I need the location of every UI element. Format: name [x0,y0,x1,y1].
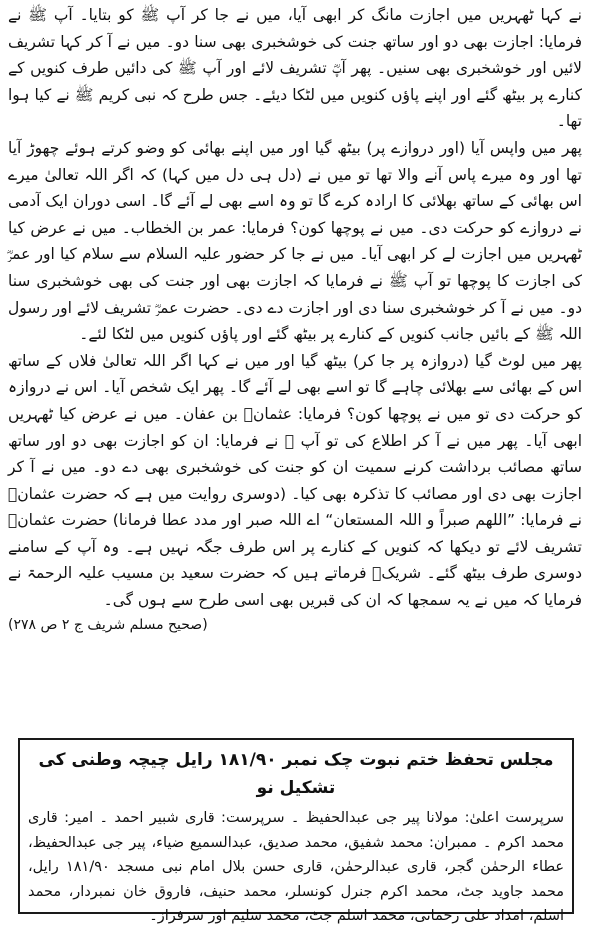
notice-body: سرپرست اعلیٰ: مولانا پیر جی عبدالحفیظ ۔ سرپرست: قاری شبیر احمد ۔ امیر: قاری محمد اکرم ۔ ممبران: محمد شفیق، محمد صدیق، عبدالسمیع ضیاء، پیر جی عبدالحفیظ، عطاء الرحمٰن گجر، قاری عبدالرحمٰن، قاری حسن بلال امام نبی مسجد ۱۸۱/۹۰ رایل، محمد جاوید جٹ، محمد اکرم جنرل کونسلر، محمد حنیف، فاروق خان نمبردار، محمد اسلم، امداد علی رحمانی، محمد اسلم جٹ، محمد سلیم اور سرفراز۔ [28,810,564,924]
article-paragraph-1: نے کہا ٹھہریں میں اجازت مانگ کر ابھی آیا، میں نے جا کر آپ ﷺ کو بتایا۔ آپ ﷺ نے فرمایا: اجازت بھی دو اور ساتھ جنت کی خوشخبری بھی سنا دو۔ میں نے آ کر کہا تشریف لائیں اور خوشخبری بھی سنیں۔ پھر آپؓ تشریف لائے اور آپ ﷺ کی دائیں طرف کنویں کے کنارے پر بیٹھ گئے اور اپنے پاؤں کنویں میں لٹکا دیئے۔ جس طرح کہ نبی کریم ﷺ نے کیا ہوا تھا۔ [8,6,582,131]
article-paragraph-3: پھر میں لوٹ گیا (دروازہ پر جا کر) بیٹھ گیا اور میں نے کہا اگر اللہ تعالیٰ فلاں کے ساتھ اس کے بھائی سے بھلائی چاہے گا تو اسے بھی لے آئے گا۔ پھر ایک شخص آیا۔ اس نے دروازہ کو حرکت دی تو میں نے پوچھا کون؟ فرمایا: عثمانؓ بن عفان۔ میں نے عرض کیا ٹھہریں ابھی آیا۔ پھر میں نے آ کر اطلاع کی تو آپ ﷺ نے فرمایا: ان کو اجازت بھی دو اور ساتھ ساتھ مصائب برداشت کرنے سمیت ان کو جنت کی خوشخبری بھی دے دو۔ میں نے آ کر اجازت بھی دی اور مصائب کا تذکرہ بھی کیا۔ (دوسری روایت میں ہے کہ حضرت عثمانؓ نے فرمایا: ”اللھم صبراً و اللہ المستعان“ اے اللہ صبر اور مدد عطا فرمانا) حضرت عثمانؓ تشریف لائے تو دیکھا کہ کنویں کے کنارے پر اس طرف جگہ نہیں ہے۔ وہ آپ کے سامنے دوسری طرف بیٹھ گئے۔ شریکؒ فرماتے ہیں کہ حضرت سعید بن مسیب علیہ الرحمۃ نے فرمایا کہ میں نے یہ سمجھا کہ ان کی قبریں بھی اسی طرح سے ہوں گی۔ [8,351,582,610]
page [8,0,582,636]
notice-title: مجلس تحفظ ختم نبوت چک نمبر ۱۸۱/۹۰ رایل چیچہ وطنی کی تشکیل نو [38,750,554,798]
article-paragraph-2: پھر میں واپس آیا (اور دروازے پر) بیٹھ گیا اور میں اپنے بھائی کو وضو کرتے ہوئے چھوڑ آیا تھا اور وہ میرے پاس آنے والا تھا تو میں نے (دل ہی دل میں کہا) کہ اگر اللہ تعالیٰ میرے اس بھائی کے ساتھ بھلائی کا ارادہ کرے گا تو وہ اسے بھی لے آئے گا۔ اسی دوران ایک آدمی نے دروازے کو حرکت دی۔ میں نے پوچھا کون؟ فرمایا: عمر بن الخطاب۔ میں نے عرض کیا ٹھہریں میں اجازت لے کر ابھی آیا۔ میں نے جا کر حضور علیہ السلام سے سلام کیا اور عمرؓ کی اجازت کا پوچھا تو آپ ﷺ نے فرمایا کہ اجازت بھی اور جنت کی بھی خوشخبری سنا دو۔ میں نے آ کر خوشخبری سنا دی اور اجازت دے دی۔ حضرت عمرؓ تشریف لائے اور رسول اللہ ﷺ کے بائیں جانب کنویں کے کنارے پر بیٹھ گئے اور پاؤں کنویں میں لٹکا لئے۔ [8,138,582,344]
hadith-reference: (صحیح مسلم شریف ج ۲ ص ۲۷۸) [8,616,208,633]
article-body [8,0,582,636]
notice-box [18,738,574,924]
